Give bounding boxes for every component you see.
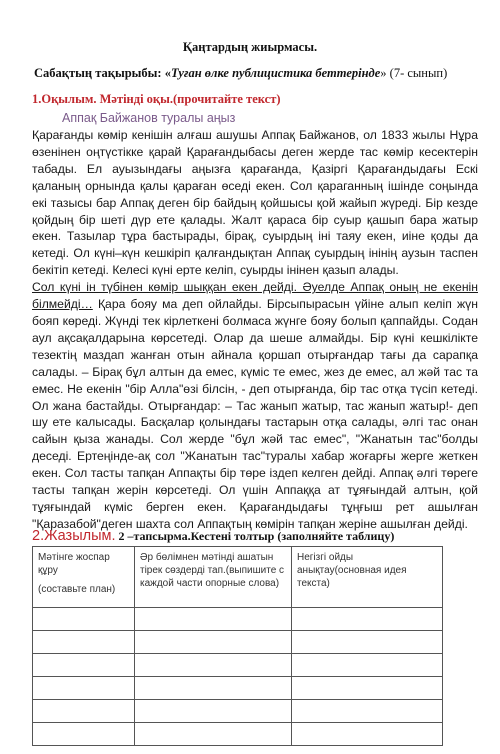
task2-heading xyxy=(32,528,394,544)
table-header-row xyxy=(33,547,443,608)
paragraph-2 xyxy=(32,279,478,533)
table-cell[interactable] xyxy=(33,677,135,700)
subject-label: Сабақтың тақырыбы: « xyxy=(34,66,171,80)
table-cell[interactable] xyxy=(33,700,135,723)
header-plan-translation: (составьте план) xyxy=(38,584,116,595)
table-cell[interactable] xyxy=(135,654,292,677)
subject-grade: » (7- сынып) xyxy=(380,66,448,80)
table-cell[interactable] xyxy=(135,700,292,723)
table-cell[interactable] xyxy=(135,608,292,631)
header-plan: Мәтінге жоспар құру (составьте план) xyxy=(33,547,135,608)
table-cell[interactable] xyxy=(292,631,443,654)
worksheet-table xyxy=(32,546,443,746)
table-cell[interactable] xyxy=(292,677,443,700)
table-cell[interactable] xyxy=(33,723,135,746)
table-cell[interactable] xyxy=(135,677,292,700)
table-cell[interactable] xyxy=(292,700,443,723)
paragraph-2-rest: Қара бояу ма деп ойлайды. Бірсыпырасын үйіне алып келіп жүн бояп көреді. Жүнді тек кірлеткені болмаса жүнге бояу болып қаппайды. Содан аул ақсақалдарына көрсетеді. Олар да шеше алмайды. Бір күні кешкілікте тезектің маздап жанған отын айнала қоршап отырғандар тағы да сарапқа салады. – Бірақ бұл алтын да емес, күміс те емес, жез де емес, ал жәй тас та емес. Не екенін "бір Алла"өзі білсін, - деп отырғанда, бір тас отқа түсіп кетеді. Ол жана бастайды. Отырғандар: – Тас жанып жатыр, тас жанып жатыр!- деп шу ете калысады. Басқалар қолындағы тастарын отқа салады, әлгі тас онан сайын қыза жанады. Сол жерде "бұл жәй тас емес", "Жанатын тас"болды деседі. Ертеңінде-ақ сол "Жанатын тас"туралы хабар жоғарғы жерге жеткен екен. Сол тасты тапқан Аппақты бір төре іздеп келген дейді. Аппақ әлгі төреге тасты тапқан жерін көрсетеді. Ол үшін Аппаққа ат тұяғындай алтын, қой тұяғындай күміс берген екен. Қарағандыдағы тұңғыш рет ашылған "Қаразабой"деген шахта сол Аппақтың көмірін тапқан жеріне ашылған дейді. xyxy=(32,297,478,531)
table-row xyxy=(33,723,443,746)
table-row xyxy=(33,700,443,723)
subject-topic: Туған өлке публицистика беттерінде xyxy=(170,66,381,80)
header-keywords: Әр бөлімнен мәтінді ашатын тірек сөздерді тап.(выпишите с каждой части опорные слова) xyxy=(135,547,292,608)
task1-heading: 1.Оқылым. Мәтінді оқы.(прочитайте текст) xyxy=(32,92,281,106)
table-cell[interactable] xyxy=(135,631,292,654)
legend-text xyxy=(32,127,478,533)
table-cell[interactable] xyxy=(292,608,443,631)
table-row xyxy=(33,654,443,677)
table-row xyxy=(33,608,443,631)
lesson-subject xyxy=(34,66,494,81)
table-cell[interactable] xyxy=(292,654,443,677)
header-main-idea: Негізгі ойды анықтау(основная идея текста) xyxy=(292,547,443,608)
table-cell[interactable] xyxy=(292,723,443,746)
table-row xyxy=(33,631,443,654)
table-cell[interactable] xyxy=(33,631,135,654)
table-cell[interactable] xyxy=(33,654,135,677)
table-row xyxy=(33,677,443,700)
underlined-sentence: Сол күні ін түбінен көмір шыққан екен дейді. Әуелде Аппақ оның не екенін білмейді… xyxy=(32,280,478,312)
task2-instruction: 2 –тапсырма.Кестені толтыр (заполняйте таблицу) xyxy=(115,529,395,543)
table-cell[interactable] xyxy=(135,723,292,746)
table-cell[interactable] xyxy=(33,608,135,631)
text-title: Аппақ Байжанов туралы аңыз xyxy=(62,111,236,125)
task2-number: 2.Жазылым. xyxy=(32,528,116,544)
paragraph-1: Қарағанды көмір кенішін алғаш ашушы Аппақ Байжанов, ол 1833 жылы Нұра өзенінен оңтүстікке қарай Қарағандыбасы деген жерде тас көмір кесектерін табады. Ел ауызындағы аңызға қарағанда, Қазіргі Қарағандыдағы Ескі қаланың орнында қалы қараған өседі екен. Сол қараганның ішінде соңында екі тазысы бар Аппақ деген бір байдың қойшысы қой жайып жүреді. Бір кезде қойдың бір шеті дүр ете қалады. Жалт қараса бір суыр қашып бара жатыр екен. Тазылар тұра бастырады, бірақ, суырдың іні таяу екен, иіне қоды да кетеді. Ол күні–күн кешкіріп қалғандықтан Аппақ суырдың інінің аузын таспен бекітіп кетеді. Келесі күні ерте келіп, суырды інінен қазып алады. xyxy=(32,128,478,278)
date-header: Қаңтардың жиырмасы. xyxy=(182,40,318,54)
